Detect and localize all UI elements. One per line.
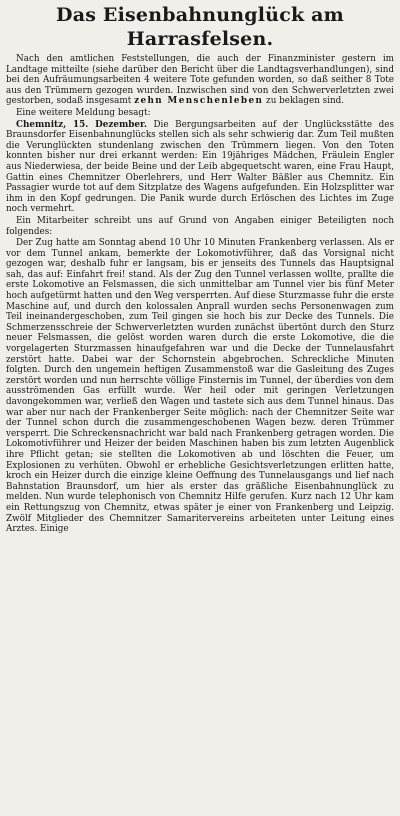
- article-body: [6, 108, 394, 535]
- article-headline: Das Eisenbahnunglück am Harrasfelsen.: [56, 4, 344, 50]
- intro-paragraph: Eine weitere Meldung besagt:: [16, 107, 151, 118]
- article-lead: [6, 54, 394, 107]
- dateline: Chemnitz, 15. Dezember.: [16, 119, 147, 130]
- paragraph-2: Ein Mitarbeiter schreibt uns auf Grund von Angaben einiger Beteiligten noch folgendes:: [6, 215, 394, 237]
- paragraph-dateline: [6, 120, 394, 215]
- paragraph-3: Der Zug hatte am Sonntag abend 10 Uhr 10 Minuten Frankenberg verlassen. Als er vor dem Tunnel ankam, bemerkte der Lokomotivführer, daß das Vorsignal nicht gezogen war, deshalb fuhr er langsam, bis er jenseits des Tunnels das Hauptsignal sah, das auf: Einfahrt frei! stand. Als der Zug den Tunnel verlassen wollte, prallte die erste Lokomotive an Felsmassen, die sich unmittelbar am Tunnel vier bis fünf Meter hoch aufgetürmt hatten und den Weg versperrten. Auf diese Sturzmasse fuhr die erste Maschine auf, und durch den kolossalen Anprall wurden sechs Personenwagen zum Teil ineinandergeschoben, zum Teil gingen sie hoch bis zur Decke des Tunnels. Die Schmerzensschreie der Schwerverletzten wurden zunächst übertönt durch den Sturz neuer Felsmassen, die gelöst worden waren durch die erste Lokomotive, die die vorgelagerten Sturzmassen hinaufgefahren war und die Decke der Tunnelausfahrt zerstört hatte. Dabei war der Schornstein abgebrochen. Schreckliche Minuten folgten. Durch den ungemein heftigen Zusammenstoß war die Gasleitung des Zuges zerstört worden und nun herrschte völlige Finsternis im Tunnel, der überdies von dem ausströmenden Gas erfüllt wurde. Wer heil oder mit geringen Verletzungen davongekommen war, verließ den Wagen und tastete sich aus dem Tunnel hinaus. Das war aber nur nach der Frankenberger Seite möglich: nach der Chemnitzer Seite war der Tunnel schon durch die zusammengeschobenen Wagen bezw. deren Trümmer versperrt. Die Schreckensnachricht war bald nach Frankenberg getragen worden. Die Lokomotivführer und Heizer der beiden Maschinen haben bis zum letzten Augenblick ihre Pflicht getan; sie stellten die Lokomotiven ab und löschten die Feuer, um Explosionen zu verhüten. Obwohl er erhebliche Gesichtsverletzungen erlitten hatte, kroch ein Heizer durch die einzige kleine Oeffnung des Tunnelausgangs und lief nach Bahnstation Braunsdorf, um hier als erster das gräßliche Eisenbahnunglück zu melden. Nun wurde telephonisch von Chemnitz Hilfe gerufen. Kurz nach 12 Uhr kam ein Rettungszug von Chemnitz, etwas später je einer von Frankenberg und Leipzig. Zwölf Mitglieder des Chemnitzer Samaritervereins arbeiteten unter Leitung eines Arztes. Einige: [6, 238, 394, 535]
- lead-text-1: Nach den amtlichen Feststellungen, die auch der Finanzminister gestern im Landtage mitteilte (siehe darüber den Bericht über die Landtagsverhandlungen), sind bei den Aufräumungsarbeiten 4 weitere Tote gefunden worden, so daß seither 8 Tote aus den Trümmern gezogen wurden. Inzwischen sind von den Schwerverletzten zwei gestorben, sodaß insgesamt: [6, 54, 394, 107]
- lead-spaced-text: zehn Menschenleben: [134, 96, 264, 107]
- paragraph-1-text: Die Bergungsarbeiten auf der Unglücksstätte des Braunsdorfer Eisenbahnunglücks stellen sich als sehr schwierig dar. Zum Teil mußten die Verunglückten stundenlang zwischen den Trümmern liegen. Von den Toten konnten bisher nur drei erkannt werden: Ein 19jähriges Mädchen, Fräulein Engler aus Niederwiesa, der beide Beine und der Leib abgequetscht waren, eine Frau Haupt, Gattin eines Chemnitzer Oberlehrers, und Herr Walter Bäßler aus Chemnitz. Ein Passagier wurde tot auf dem Sitzplatze des Wagens aufgefunden. Ein Holzsplitter war ihm in den Kopf gedrungen. Die Panik wurde durch Erlöschen des Lichtes im Zuge noch vermehrt.: [6, 119, 394, 215]
- lead-text-2: zu beklagen sind.: [263, 96, 345, 107]
